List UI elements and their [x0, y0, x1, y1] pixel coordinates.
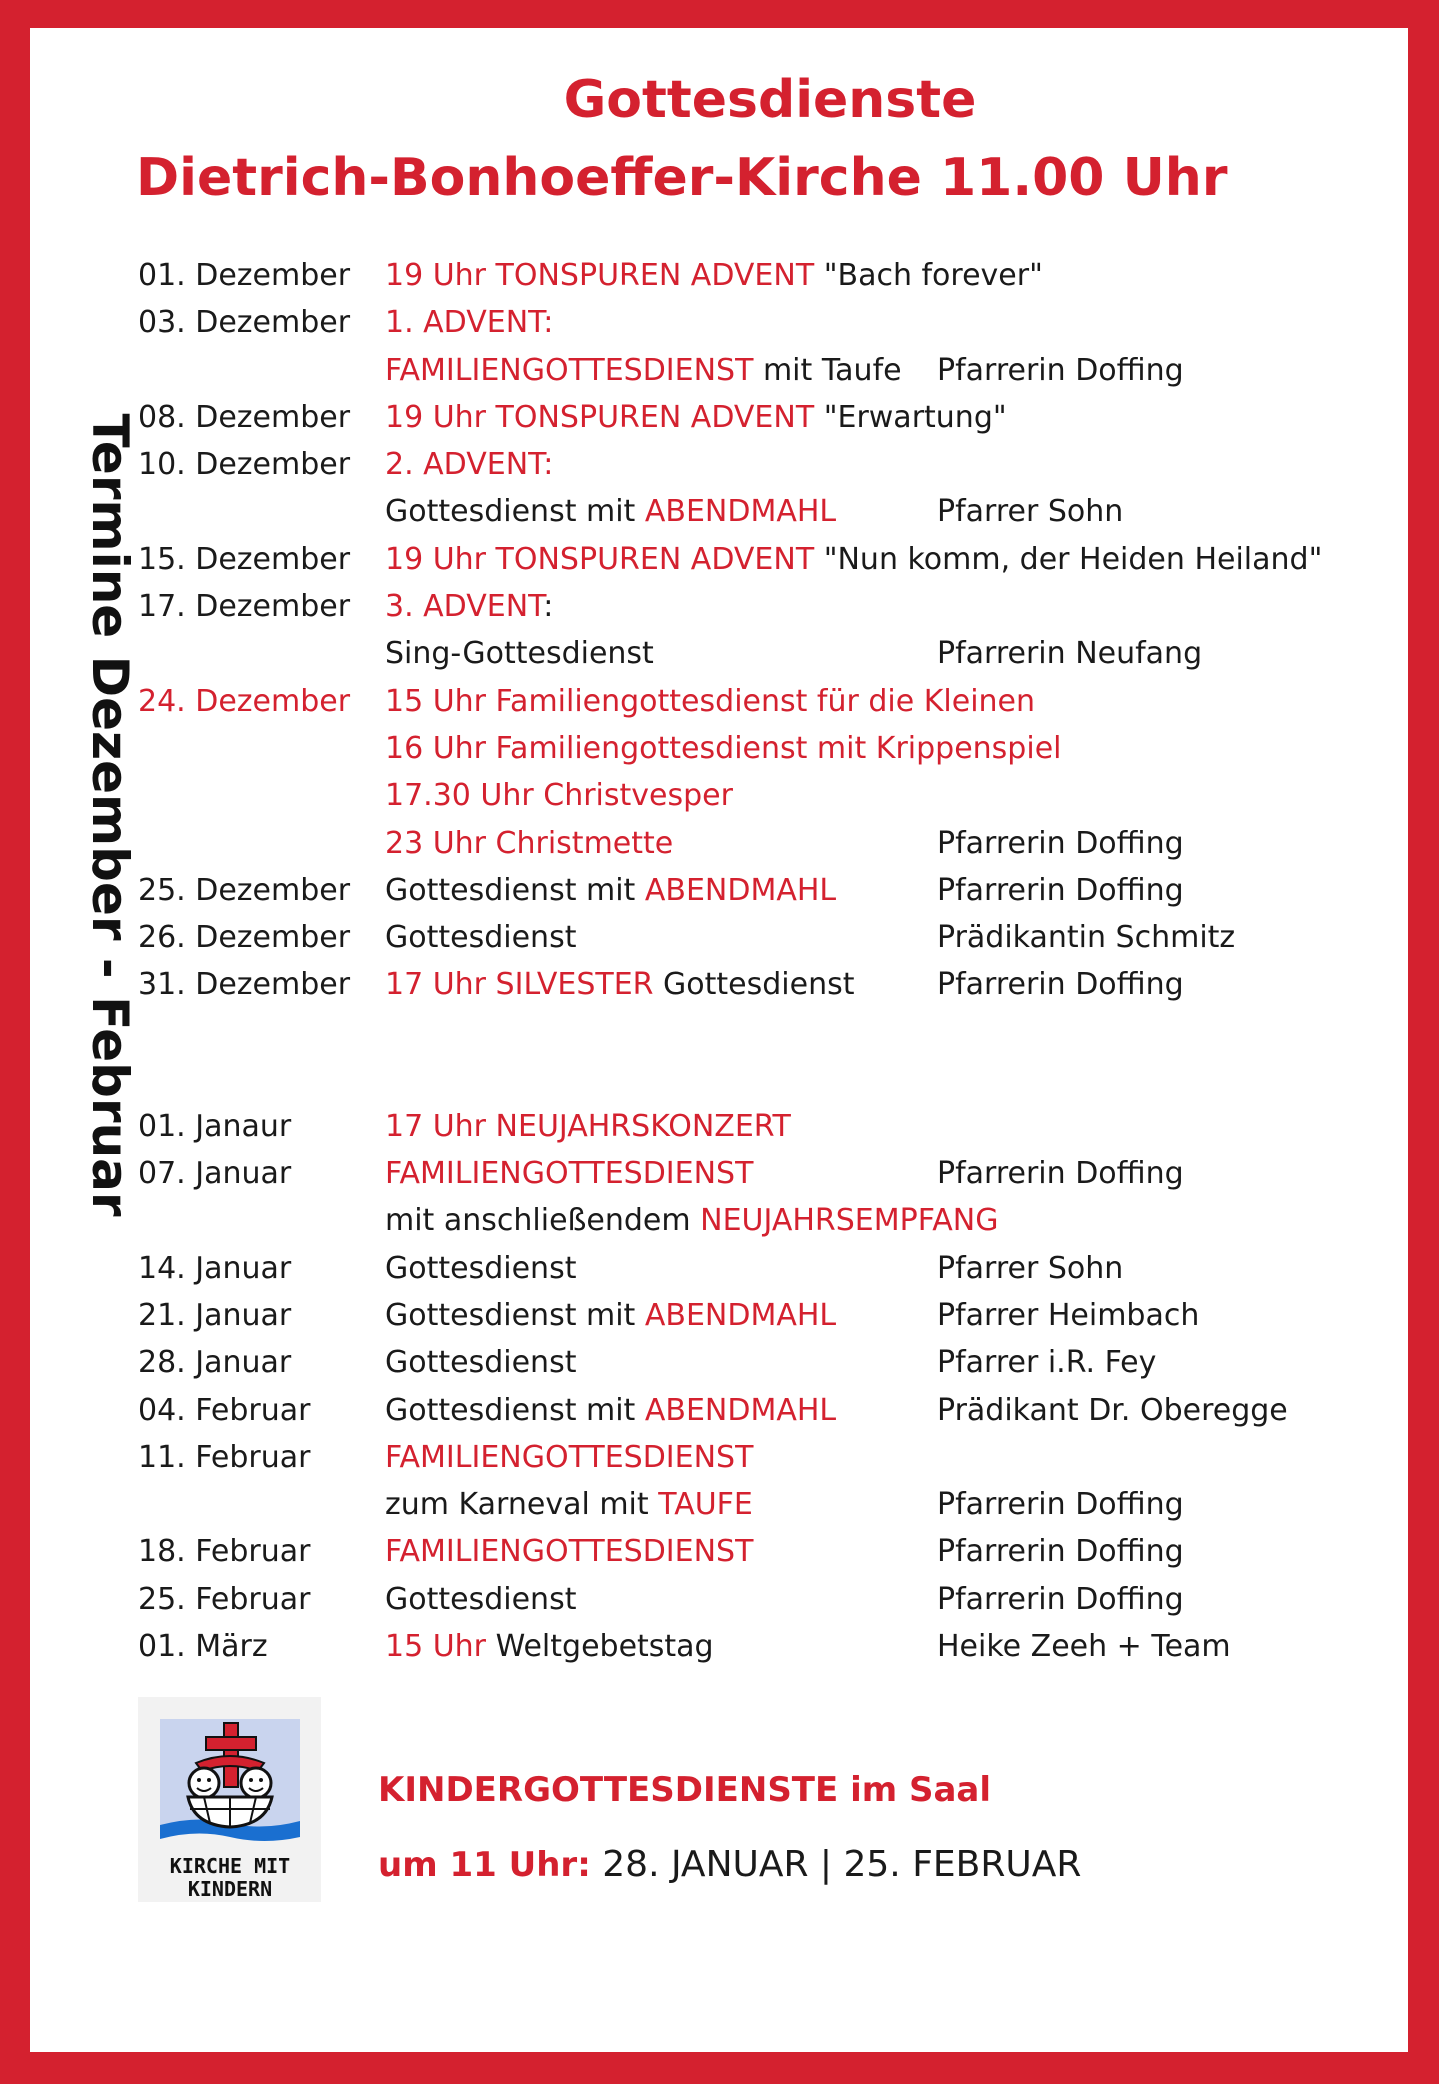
- event-segment: ABENDMAHL: [644, 872, 837, 908]
- schedule-row: [138, 1150, 1338, 1197]
- page-title: Gottesdienste: [563, 70, 977, 130]
- kinder-time: um 11 Uhr:: [378, 1845, 591, 1885]
- event-segment: 2. ADVENT:: [385, 447, 554, 483]
- event-segment: mit Taufe: [753, 352, 902, 388]
- row-event: [385, 867, 836, 914]
- event-segment: Gottesdienst mit: [385, 872, 645, 908]
- schedule-row: [138, 488, 1338, 535]
- row-date: 04. Februar: [138, 1392, 311, 1428]
- event-segment: zum Karneval mit: [385, 1487, 659, 1523]
- page-subtitle: Dietrich-Bonhoeffer-Kirche 11.00 Uhr: [136, 148, 1228, 208]
- schedule-row: [138, 583, 1338, 630]
- event-segment: ABENDMAHL: [644, 1392, 837, 1428]
- row-date: 15. Dezember: [138, 541, 351, 577]
- row-event: [385, 299, 553, 346]
- schedule-row: [138, 1528, 1338, 1575]
- row-officiant: Heike Zeeh + Team: [937, 1629, 1231, 1665]
- row-event: [385, 536, 1322, 583]
- row-event: [385, 1292, 836, 1339]
- event-segment: 17 Uhr SILVESTER: [385, 967, 664, 1003]
- row-event: [385, 630, 654, 677]
- event-segment: Gottesdienst: [385, 1581, 577, 1617]
- row-date: 18. Februar: [138, 1534, 311, 1570]
- kirche-mit-kindern-logo: [138, 1697, 321, 1902]
- event-segment: 15 Uhr Familiengottesdienst für die Kleinen: [385, 683, 1036, 719]
- event-segment: 17.30 Uhr Christvesper: [385, 778, 733, 814]
- row-date: 26. Dezember: [138, 920, 351, 956]
- row-date: 31. Dezember: [138, 967, 351, 1003]
- event-segment: Gottesdienst: [663, 967, 855, 1003]
- row-date: 08. Dezember: [138, 399, 351, 435]
- row-officiant: Pfarrerin Doffing: [937, 1534, 1184, 1570]
- event-segment: Gottesdienst: [385, 1345, 577, 1381]
- row-event: [385, 820, 673, 867]
- row-event: [385, 961, 855, 1008]
- schedule-row: [138, 961, 1338, 1008]
- row-officiant: Pfarrerin Doffing: [937, 825, 1184, 861]
- row-date: 24. Dezember: [138, 683, 351, 719]
- kindergottesdienst-heading: KINDERGOTTESDIENSTE im Saal: [378, 1770, 992, 1810]
- row-officiant: Pfarrer Heimbach: [937, 1297, 1200, 1333]
- row-event: [385, 725, 1061, 772]
- row-officiant: Pfarrerin Doffing: [937, 1156, 1184, 1192]
- event-segment: 19 Uhr TONSPUREN ADVENT: [385, 541, 824, 577]
- row-event: [385, 1434, 753, 1481]
- event-segment: FAMILIENGOTTESDIENST: [385, 1439, 754, 1475]
- event-segment: ABENDMAHL: [644, 1297, 837, 1333]
- row-officiant: Pfarrerin Doffing: [937, 872, 1184, 908]
- row-officiant: Pfarrerin Doffing: [937, 1487, 1184, 1523]
- event-segment: 23 Uhr Christmette: [385, 825, 674, 861]
- row-date: 17. Dezember: [138, 589, 351, 625]
- row-officiant: Prädikantin Schmitz: [937, 920, 1236, 956]
- schedule-row: [138, 441, 1338, 488]
- row-date: 25. Dezember: [138, 872, 351, 908]
- event-segment: Gottesdienst: [385, 920, 577, 956]
- row-event: [385, 441, 553, 488]
- kinder-dates: 28. JANUAR | 25. FEBRUAR: [590, 1844, 1082, 1885]
- row-event: [385, 1576, 576, 1623]
- row-officiant: Pfarrer i.R. Fey: [937, 1345, 1157, 1381]
- event-segment: FAMILIENGOTTESDIENST: [385, 1534, 754, 1570]
- schedule-row: [138, 1339, 1338, 1386]
- event-segment: NEUJAHRSEMPFANG: [700, 1203, 999, 1239]
- event-segment: TAUFE: [658, 1487, 753, 1523]
- row-event: [385, 394, 1007, 441]
- schedule-row: [138, 914, 1338, 961]
- row-event: [385, 488, 836, 535]
- event-segment: 16 Uhr Familiengottesdienst mit Krippenspiel: [385, 730, 1062, 766]
- schedule-row: [138, 394, 1338, 441]
- event-segment: Gottesdienst mit: [385, 1392, 645, 1428]
- schedule-row: [138, 1197, 1338, 1244]
- schedule-row: [138, 820, 1338, 867]
- row-date: 01. März: [138, 1629, 268, 1665]
- schedule-row: [138, 1576, 1338, 1623]
- row-event: [385, 1481, 753, 1528]
- schedule-list: [138, 252, 1338, 1670]
- schedule-row: [138, 867, 1338, 914]
- row-officiant: Pfarrerin Doffing: [937, 352, 1184, 388]
- row-officiant: Prädikant Dr. Oberegge: [937, 1392, 1288, 1428]
- row-officiant: Pfarrerin Neufang: [937, 636, 1203, 672]
- row-event: [385, 1245, 576, 1292]
- logo-graphic: [138, 1697, 321, 1902]
- schedule-row: [138, 347, 1338, 394]
- event-segment: 19 Uhr TONSPUREN ADVENT: [385, 399, 824, 435]
- event-segment: 3. ADVENT: [385, 589, 544, 625]
- event-segment: Gottesdienst mit: [385, 494, 645, 530]
- row-event: [385, 1339, 576, 1386]
- row-event: [385, 1387, 836, 1434]
- event-segment: :: [543, 589, 554, 625]
- row-event: [385, 583, 553, 630]
- row-event: [385, 772, 733, 819]
- row-event: [385, 1623, 714, 1670]
- row-date: 14. Januar: [138, 1250, 292, 1286]
- event-segment: FAMILIENGOTTESDIENST: [385, 1156, 754, 1192]
- schedule-row: [138, 299, 1338, 346]
- schedule-gap: [138, 1009, 1338, 1103]
- row-event: [385, 347, 902, 394]
- event-segment: Weltgebetstag: [495, 1629, 714, 1665]
- row-officiant: Pfarrerin Doffing: [937, 1581, 1184, 1617]
- schedule-row: [138, 1434, 1338, 1481]
- event-segment: "Nun komm, der Heiden Heiland": [823, 541, 1323, 577]
- event-segment: "Bach forever": [823, 258, 1043, 293]
- row-date: 03. Dezember: [138, 305, 351, 341]
- kindergottesdienst-dates: [378, 1844, 1081, 1885]
- schedule-row: [138, 536, 1338, 583]
- schedule-row: [138, 772, 1338, 819]
- schedule-row: [138, 678, 1338, 725]
- schedule-row: [138, 1481, 1338, 1528]
- row-event: [385, 1150, 753, 1197]
- row-event: [385, 1197, 998, 1244]
- row-officiant: Pfarrer Sohn: [937, 1250, 1124, 1286]
- event-segment: Gottesdienst: [385, 1250, 577, 1286]
- row-date: 01. Janaur: [138, 1108, 292, 1144]
- schedule-row: [138, 1103, 1338, 1150]
- schedule-row: [138, 630, 1338, 677]
- row-event: [385, 678, 1035, 725]
- row-officiant: Pfarrerin Doffing: [937, 967, 1184, 1003]
- row-event: [385, 1103, 791, 1150]
- event-segment: Sing-Gottesdienst: [385, 636, 654, 672]
- row-date: 07. Januar: [138, 1156, 292, 1192]
- event-segment: ABENDMAHL: [644, 494, 837, 530]
- row-event: [385, 914, 576, 961]
- logo-text-line2: KINDERN: [187, 1877, 273, 1901]
- schedule-row: [138, 725, 1338, 772]
- event-segment: mit anschließendem: [385, 1203, 701, 1239]
- event-segment: 17 Uhr NEUJAHRSKONZERT: [385, 1108, 791, 1144]
- row-event: [385, 252, 1043, 299]
- row-date: 21. Januar: [138, 1297, 292, 1333]
- schedule-row: [138, 1292, 1338, 1339]
- schedule-row: [138, 252, 1338, 299]
- row-officiant: Pfarrer Sohn: [937, 494, 1124, 530]
- logo-text-line1: KIRCHE MIT: [169, 1854, 291, 1878]
- schedule-row: [138, 1387, 1338, 1434]
- event-segment: 1. ADVENT:: [385, 305, 554, 341]
- side-label: Termine Dezember - Februar: [81, 413, 139, 1217]
- row-date: 25. Februar: [138, 1581, 311, 1617]
- row-date: 01. Dezember: [138, 258, 351, 293]
- event-segment: Gottesdienst mit: [385, 1297, 645, 1333]
- event-segment: 19 Uhr TONSPUREN ADVENT: [385, 258, 824, 293]
- row-date: 11. Februar: [138, 1439, 311, 1475]
- row-date: 28. Januar: [138, 1345, 292, 1381]
- schedule-row: [138, 1623, 1338, 1670]
- event-segment: "Erwartung": [823, 399, 1007, 435]
- row-event: [385, 1528, 753, 1575]
- event-segment: FAMILIENGOTTESDIENST: [385, 352, 754, 388]
- schedule-row: [138, 1245, 1338, 1292]
- event-segment: 15 Uhr: [385, 1629, 496, 1665]
- row-date: 10. Dezember: [138, 447, 351, 483]
